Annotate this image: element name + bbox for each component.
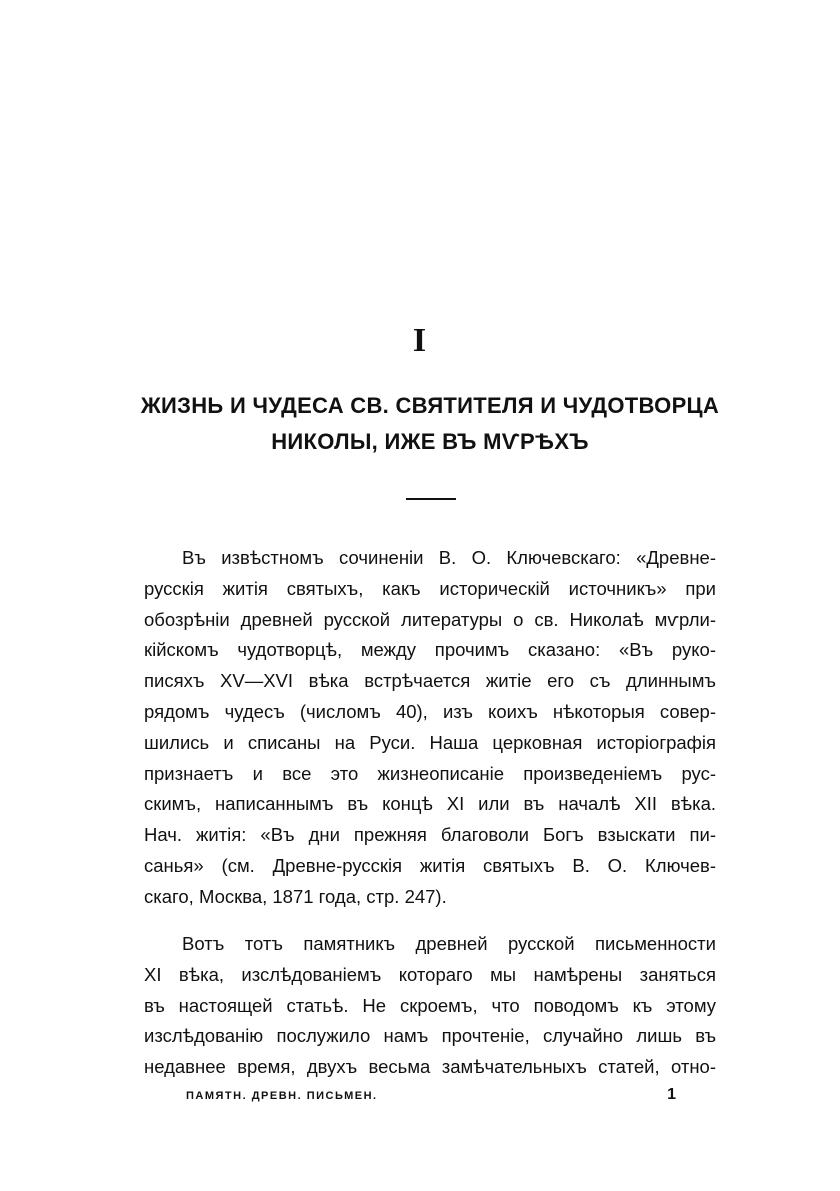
text-line: XI вѣка, изслѣдованіемъ котораго мы намѣрены заняться [144,963,716,985]
chapter-number: I [412,322,428,359]
text-line: санья» (см. Древне-русскія житія святыхъ В. О. Ключев- [144,854,716,876]
text-line: въ настоящей статьѣ. Не скроемъ, что поводомъ къ этому [144,994,716,1016]
text-line: признаетъ и все это жизнеописаніе произведеніемъ рус- [144,762,716,784]
paragraph-1 [144,543,716,913]
title-divider [406,498,456,500]
text-line: изслѣдованію послужило намъ прочтеніе, случайно лишь въ [144,1025,716,1047]
text-line: скаго, Москва, 1871 года, стр. 247). [144,885,447,907]
text-line: недавнее время, двухъ весьма замѣчательныхъ статей, отно- [144,1056,716,1078]
sheet-number: 1 [667,1086,676,1103]
text-line: Нач. житія: «Въ дни прежняя благоволи Богъ взыскати пи- [144,824,716,846]
text-line: скимъ, написаннымъ въ концѣ XI или въ началѣ XII вѣка. [144,793,716,815]
text-line: рядомъ чудесъ (числомъ 40), изъ коихъ нѣкоторыя совер- [144,700,716,722]
text-line: кійскомъ чудотворцѣ, между прочимъ сказано: «Въ руко- [144,639,716,661]
text-line: шились и списаны на Руси. Наша церковная исторіографія [144,731,716,753]
chapter-title [130,388,730,460]
text-line: обозрѣніи древней русской литературы о св. Николаѣ мѵрли- [144,608,716,630]
chapter-title-line: ЖИЗНЬ И ЧУДЕСА СВ. СВЯТИТЕЛЯ И ЧУДОТВОРЦА [140,393,720,418]
paragraph-2 [144,929,716,1083]
signature-mark: ПАМЯТН. ДРЕВН. ПИСЬМЕН. [186,1090,378,1102]
text-line: Вотъ тотъ памятникъ древней русской письменности [182,933,716,954]
chapter-title-line: НИКОЛЫ, ИЖЕ ВЪ МѴРѢХЪ [271,429,589,454]
text-line: русскія житія святыхъ, какъ историческій источникъ» при [144,577,716,599]
text-line: писяхъ XV—XVI вѣка встрѣчается житіе его съ длиннымъ [144,670,716,692]
text-line: Въ извѣстномъ сочиненіи В. О. Ключевскаго: «Древне- [182,547,716,568]
